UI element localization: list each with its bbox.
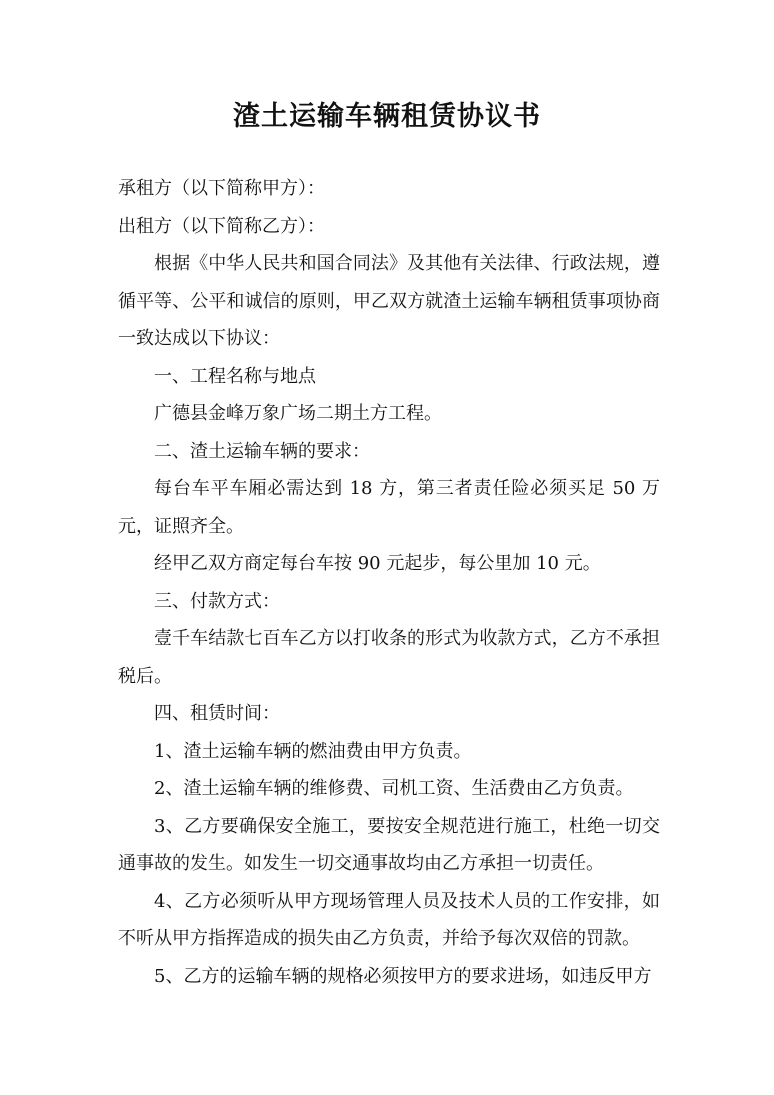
paragraph-project-name: 广德县金峰万象广场二期土方工程。 [154, 403, 442, 424]
section-heading-payment: 三、付款方式： [154, 590, 280, 612]
paragraph-lessee: 承租方（以下简称甲方）： [118, 178, 325, 199]
section-heading-lease-time: 四、租赁时间： [154, 703, 280, 724]
document-body [118, 170, 660, 995]
clause-3-safety: 3、乙方要确保安全施工，要按安全规范进行施工，杜绝一切交通事故的发生。如发生一切交通事故均由乙方承担一切责任。 [118, 815, 660, 874]
paragraph-preamble: 根据《中华人民共和国合同法》及其他有关法律、行政法规，遵循平等、公平和诚信的原则，甲乙双方就渣土运输车辆租赁事项协商一致达成以下协议： [118, 253, 660, 349]
clause-4-compliance: 4、乙方必须听从甲方现场管理人员及技术人员的工作安排，如不听从甲方指挥造成的损失由乙方负责，并给予每次双倍的罚款。 [118, 890, 660, 949]
paragraph-lessor: 出租方（以下简称乙方）： [118, 215, 325, 237]
paragraph-pricing: 经甲乙双方商定每台车按 90 元起步，每公里加 10 元。 [154, 553, 601, 574]
clause-2-maintenance: 2、渣土运输车辆的维修费、司机工资、生活费由乙方负责。 [154, 778, 634, 799]
paragraph-vehicle-capacity: 每台车平车厢必需达到 18 方，第三者责任险必须买足 50 万元，证照齐全。 [118, 478, 660, 537]
paragraph-payment-terms: 壹千车结款七百车乙方以打收条的形式为收款方式，乙方不承担税后。 [118, 628, 660, 687]
section-heading-project: 一、工程名称与地点 [154, 365, 316, 387]
clause-5-specification: 5、乙方的运输车辆的规格必须按甲方的要求进场，如违反甲方 [154, 965, 652, 987]
document-title: 渣土运输车辆租赁协议书 [233, 101, 541, 132]
section-heading-vehicle-requirements: 二、渣土运输车辆的要求： [154, 440, 370, 462]
clause-1-fuel: 1、渣土运输车辆的燃油费由甲方负责。 [154, 740, 472, 762]
